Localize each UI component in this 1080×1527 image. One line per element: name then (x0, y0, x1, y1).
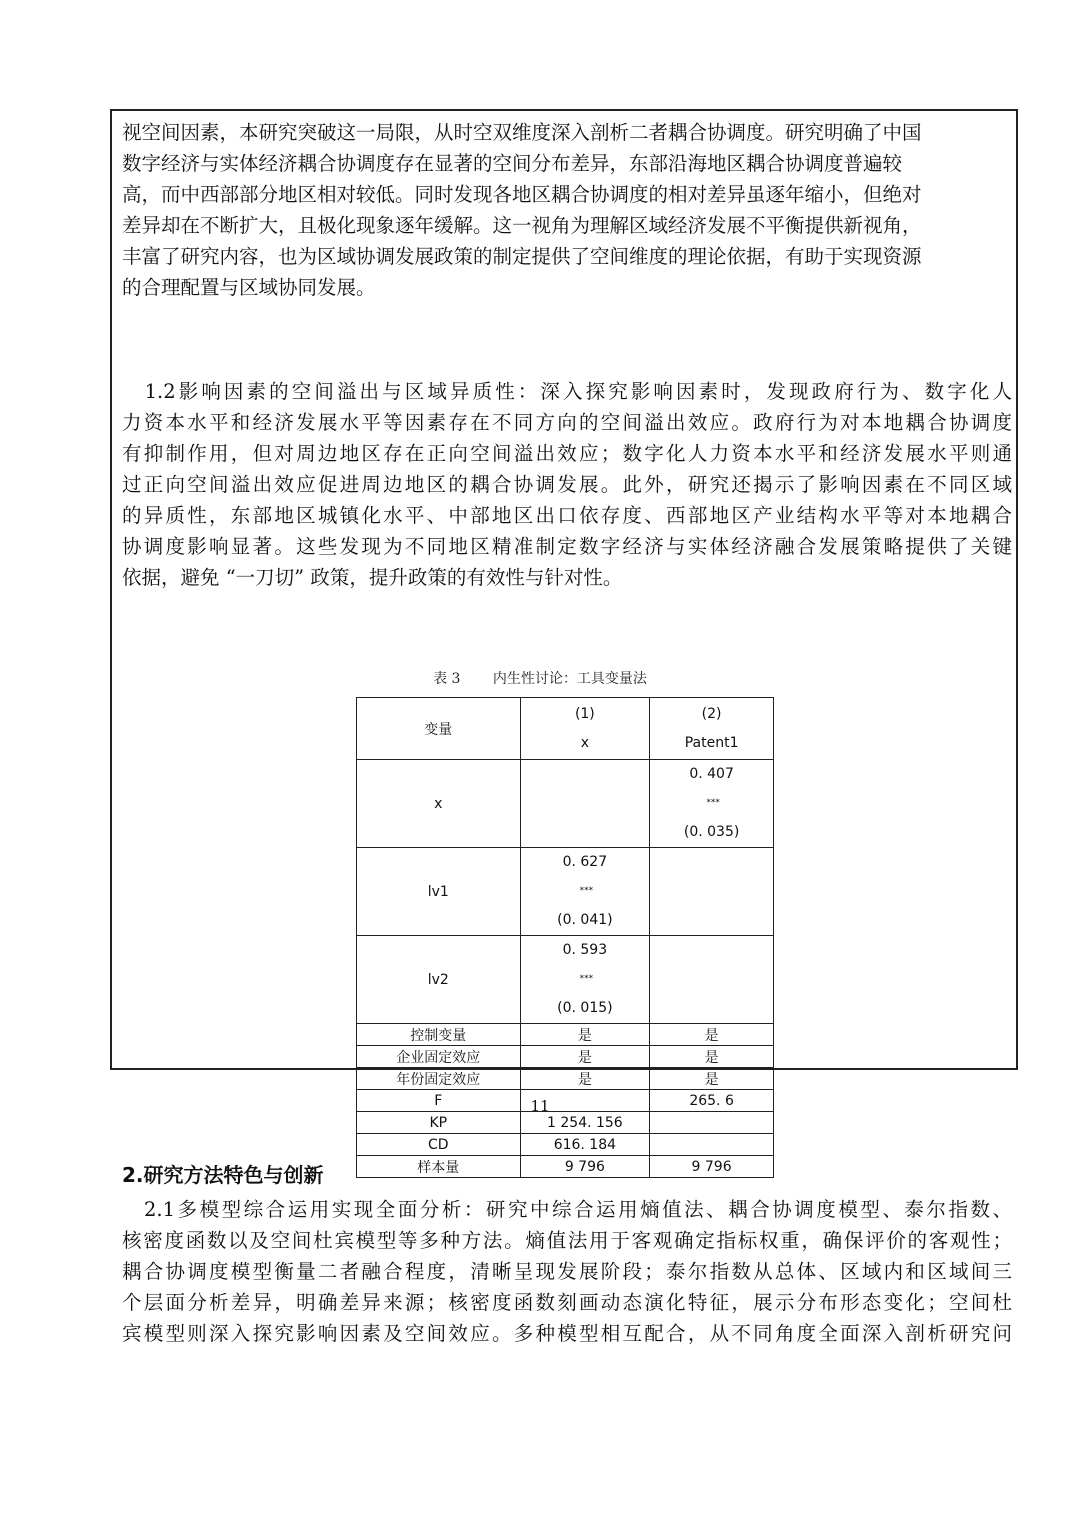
text-line: 协调度影响显著。这些发现为不同地区精准制定数字经济与实体经济融合发展策略提供了关键 (122, 535, 1012, 558)
section-heading: 2.研究方法特色与创新 (122, 1163, 324, 1187)
table-title: 内生性讨论：工具变量法 (492, 671, 647, 687)
stat-cell: 是 (650, 1068, 774, 1090)
text-line: 耦合协调度模型衡量二者融合程度，清晰呈现发展阶段；泰尔指数从总体、区域内和区域间三 (122, 1260, 1012, 1283)
row-label: 年份固定效应 (357, 1068, 521, 1090)
coef-cell (650, 936, 774, 1024)
text-line: 1.2影响因素的空间溢出与区域异质性：深入探究影响因素时，发现政府行为、数字化人 (122, 380, 1012, 403)
table-row (357, 1068, 774, 1090)
stat-cell: 是 (520, 1046, 650, 1068)
stat-cell: 是 (650, 1046, 774, 1068)
paragraph-3 (122, 1194, 1012, 1349)
stat-cell: 是 (520, 1068, 650, 1090)
stat-cell (650, 1134, 774, 1156)
text-line: 个层面分析差异，明确差异来源；核密度函数刻画动态演化特征，展示分布形态变化；空间杜 (122, 1291, 1012, 1314)
stat-cell: 1 254. 156 (520, 1112, 650, 1134)
stat-cell: 9 796 (520, 1156, 650, 1178)
table-row (357, 1024, 774, 1046)
text-line: 的合理配置与区域协同发展。 (122, 276, 376, 299)
table-row (357, 1156, 774, 1178)
row-label: lv1 (357, 848, 521, 936)
table-row (357, 1046, 774, 1068)
stat-cell: 是 (650, 1024, 774, 1046)
text-line: 高，而中西部部分地区相对较低。同时发现各地区耦合协调度的相对差异虽逐年缩小，但绝对 (122, 183, 922, 206)
coef-cell: 0. 593 *** (0. 015) (520, 936, 650, 1024)
row-label: F (357, 1090, 521, 1112)
stat-cell: 265. 6 (650, 1090, 774, 1112)
header-col-1: (1) x (520, 698, 650, 760)
header-col-2: (2) Patent1 (650, 698, 774, 760)
stat-cell: 是 (520, 1024, 650, 1046)
coef-cell: 0. 407 *** (0. 035) (650, 760, 774, 848)
row-label: 样本量 (357, 1156, 521, 1178)
text-line: 丰富了研究内容，也为区域协调发展政策的制定提供了空间维度的理论依据，有助于实现资源 (122, 245, 922, 268)
text-line: 核密度函数以及空间杜宾模型等多种方法。熵值法用于客观确定指标权重，确保评价的客观性； (122, 1229, 1012, 1252)
coef-cell (650, 848, 774, 936)
text-line: 有抑制作用，但对周边地区存在正向空间溢出效应；数字化人力资本水平和经济发展水平则通 (122, 442, 1012, 465)
coef-cell: 0. 627 *** (0. 041) (520, 848, 650, 936)
paragraph-1 (122, 117, 1012, 303)
header-variable: 变量 (357, 698, 521, 760)
row-label: x (357, 760, 521, 848)
text-line: 力资本水平和经济发展水平等因素存在不同方向的空间溢出效应。政府行为对本地耦合协调度 (122, 411, 1012, 434)
table-caption (0, 670, 1080, 688)
coef-cell (520, 760, 650, 848)
text-line: 2.1多模型综合运用实现全面分析：研究中综合运用熵值法、耦合协调度模型、泰尔指数、 (122, 1198, 1012, 1221)
row-label: CD (357, 1134, 521, 1156)
paragraph-2 (122, 376, 1012, 593)
row-label: 控制变量 (357, 1024, 521, 1046)
table-row (357, 1134, 774, 1156)
stat-cell: 616. 184 (520, 1134, 650, 1156)
table-row (357, 760, 774, 848)
text-line: 宾模型则深入探究影响因素及空间效应。多种模型相互配合，从不同角度全面深入剖析研究问 (122, 1322, 1012, 1345)
row-label: lv2 (357, 936, 521, 1024)
table-row (357, 936, 774, 1024)
row-label: 企业固定效应 (357, 1046, 521, 1068)
row-label: KP (357, 1112, 521, 1134)
table-header-row (357, 698, 774, 760)
table-row (357, 848, 774, 936)
text-line: 过正向空间溢出效应促进周边地区的耦合协调发展。此外，研究还揭示了影响因素在不同区域 (122, 473, 1012, 496)
stat-cell: 9 796 (650, 1156, 774, 1178)
text-line: 的异质性，东部地区城镇化水平、中部地区出口依存度、西部地区产业结构水平等对本地耦合 (122, 504, 1012, 527)
table-number: 表 3 (433, 671, 461, 687)
text-line: 数字经济与实体经济耦合协调度存在显著的空间分布差异，东部沿海地区耦合协调度普遍较 (122, 152, 903, 175)
text-line: 依据，避免 “一刀切” 政策，提升政策的有效性与针对性。 (122, 566, 623, 589)
text-line: 视空间因素，本研究突破这一局限，从时空双维度深入剖析二者耦合协调度。研究明确了中国 (122, 121, 922, 144)
text-line: 差异却在不断扩大，且极化现象逐年缓解。这一视角为理解区域经济发展不平衡提供新视角， (122, 214, 922, 237)
page-number: 11 (530, 1097, 550, 1115)
